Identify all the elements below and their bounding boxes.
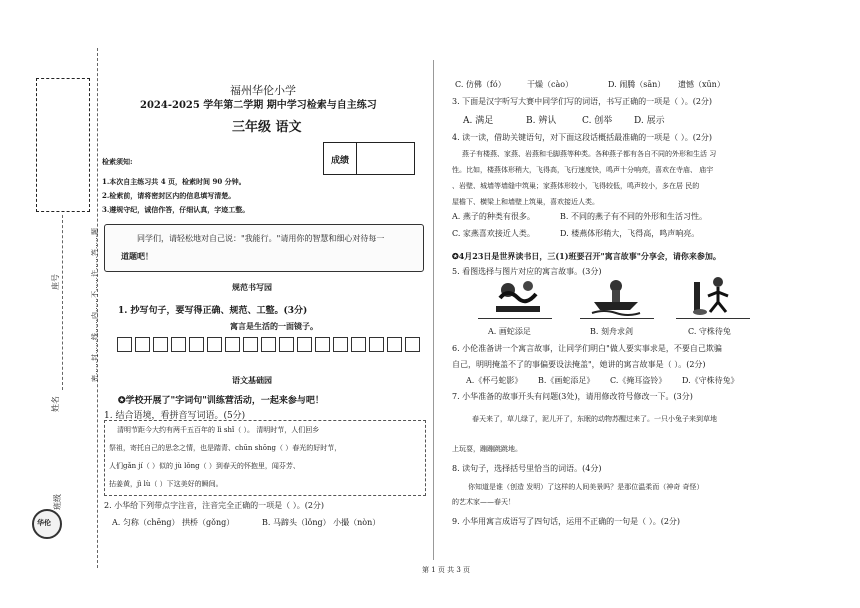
number-label: 座号 bbox=[51, 274, 60, 290]
score-box bbox=[323, 142, 415, 175]
passage-line-4: 拈姜黄，jì lù（ ）下这美好的瞬间。 bbox=[109, 480, 223, 488]
instructions-heading: 检索须知: bbox=[102, 157, 133, 166]
q6-option-c[interactable]: C.《掩耳盗铃》 bbox=[610, 376, 667, 385]
reading-day-note: ✪4月23日是世界读书日，三(1)班要召开"寓言故事"分享会，请你来参加。 bbox=[452, 251, 721, 261]
q5-answer-line-a bbox=[478, 318, 552, 319]
section1-title: 规范书写园 bbox=[232, 282, 272, 292]
encouragement-banner bbox=[104, 224, 424, 272]
stamp-text: 华伦 bbox=[37, 518, 51, 527]
section2-q2: 2. 小华给下列带点字注音，注音完全正确的一项是（ ）。(2分) bbox=[104, 501, 325, 510]
q3-option-c[interactable]: C. 创举 bbox=[582, 116, 613, 126]
q3-option-b[interactable]: B. 辨认 bbox=[526, 116, 557, 126]
q4-passage-3: 、岩壁、城墙等墙缝中筑巢；家燕体形较小，飞得较低，鸣声较小，多在居 民的 bbox=[452, 182, 700, 190]
q8: 8. 读句子，选择括号里恰当的词语。(4分) bbox=[452, 464, 602, 473]
pinyin-passage-box bbox=[104, 420, 426, 496]
q2-option-b[interactable]: B. 马蹄头（lǒng） 小撮（nòn） bbox=[262, 518, 381, 527]
instruction-2: 2.检索前，请将密封区内的信息填写清楚。 bbox=[102, 191, 236, 200]
q9: 9. 小华用寓言成语写了四句话，运用不正确的一句是（ ）。(2分) bbox=[452, 517, 681, 526]
score-label: 成绩 bbox=[331, 156, 350, 166]
top-option-d2: 遗憾（xūn） bbox=[678, 80, 725, 89]
q3: 3. 下面是汉字听写大赛中同学们写的词语，书写正确的一项是（ ）。(2分) bbox=[452, 97, 713, 106]
q4-option-d[interactable]: D. 楼燕体形稍大，飞得高，鸣声响亮。 bbox=[560, 229, 700, 238]
exam-title: 2024-2025 学年第二学期 期中学习检索与自主练习 bbox=[140, 100, 377, 111]
q6-option-b[interactable]: B.《画蛇添足》 bbox=[538, 376, 595, 385]
top-option-d1[interactable]: D. 闹腾（sān） bbox=[608, 80, 666, 89]
q3-option-a[interactable]: A. 满足 bbox=[463, 116, 494, 126]
passage-line-1: 清明节距今大约有两千五百年的 lì shǐ（ ）。 清明时节，人们回乡 bbox=[117, 426, 320, 434]
instruction-1: 1.本次自主练习共 4 页，检索时间 90 分钟。 bbox=[102, 177, 246, 186]
q4-option-a[interactable]: A. 燕子的种类有很多。 bbox=[452, 212, 535, 221]
q4: 4. 读一读，借助关键语句，对下面这段话概括最准确的一项是（ ）。(2分) bbox=[452, 133, 713, 142]
instruction-3: 3.遵规守纪，诚信作答，仔细认真，字迹工整。 bbox=[102, 205, 250, 214]
q8-line-1: 你知道是谁（创造 发明）了这样的人间美景吗？是那位温柔而（神奇 奇怪） bbox=[468, 483, 704, 491]
school-stamp bbox=[32, 509, 62, 539]
q8-line-2: 的艺术家——春天！ bbox=[452, 498, 515, 506]
grade-subject: 三年级 语文 bbox=[232, 120, 302, 135]
q6-line-2: 自己，明明掩盖不了的事偏要设法掩盖"，她讲的寓言故事是（ ）。(2分) bbox=[452, 360, 706, 369]
q4-option-b[interactable]: B. 不同的燕子有不同的外形和生活习性。 bbox=[560, 212, 707, 221]
fable-picture-rabbit bbox=[688, 274, 738, 316]
q5-option-b[interactable]: B. 刻舟求剑 bbox=[590, 327, 633, 336]
margin-info-box bbox=[36, 78, 90, 212]
seal-note: 密……封……线……内……不……许……答……题 bbox=[91, 228, 99, 382]
q4-passage-2: 性。比如，楼燕体形稍大，飞得高，飞行速度快，鸣声十分响亮，喜欢在寺庙、 庙宇 bbox=[452, 166, 714, 174]
class-label: 班级 bbox=[53, 494, 62, 510]
section2-title: 语文基础园 bbox=[232, 375, 272, 385]
q4-option-c[interactable]: C. 家燕喜欢接近人类。 bbox=[452, 229, 535, 238]
top-option-c1[interactable]: C. 仿佛（fó） bbox=[455, 80, 506, 89]
fable-picture-boat bbox=[590, 276, 642, 316]
q6-option-a[interactable]: A.《杯弓蛇影》 bbox=[466, 376, 523, 385]
q3-option-d[interactable]: D. 展示 bbox=[634, 116, 665, 126]
seal-line-left bbox=[62, 215, 63, 390]
q6-option-d[interactable]: D.《守株待兔》 bbox=[682, 376, 739, 385]
column-divider bbox=[433, 60, 434, 560]
q5: 5. 看图选择与图片对应的寓言故事。(3分) bbox=[452, 267, 602, 276]
encouragement-line2: 道题吧！ bbox=[121, 251, 153, 261]
q7-passage-2: 上玩耍，蹦蹦跳跳地。 bbox=[452, 445, 522, 453]
copy-sentence: 寓言是生活的一面镜子。 bbox=[230, 321, 318, 331]
q5-option-c[interactable]: C. 守株待兔 bbox=[688, 327, 731, 336]
passage-line-3: 人们gǎn jí（ ）似的 jù lǒng（ ）到春天的怀抱里，闻芬芳、 bbox=[109, 462, 300, 470]
encouragement-line1: 同学们，请轻松地对自己说："我能行。"请用你的智慧和细心对待每一 bbox=[137, 234, 385, 243]
passage-line-2: 祭祖，寄托自己的思念之情，也是踏青、chūn shōng（ ）春光的好时节， bbox=[109, 444, 342, 452]
writing-grid[interactable] bbox=[117, 335, 422, 355]
q5-answer-line-c bbox=[676, 318, 750, 319]
fable-picture-snake bbox=[492, 276, 544, 316]
q2-option-a[interactable]: A. 匀称（chēng） 拱桥（gǒng） bbox=[112, 518, 235, 527]
school-name: 福州华伦小学 bbox=[230, 84, 296, 97]
score-divider bbox=[356, 143, 357, 174]
q4-passage-1: 燕子有楼燕、家燕、岩燕和毛脚燕等种类。各种燕子都有各自不同的外形和生活 习 bbox=[462, 150, 717, 158]
q7: 7. 小华准备的故事开头有问题(3处)，请用修改符号修改一下。(3分) bbox=[452, 392, 693, 401]
q4-passage-4: 屋檐下、横梁上和墙壁上筑巢，喜欢接近人类。 bbox=[452, 198, 599, 206]
top-option-c2: 干燥（cào） bbox=[527, 80, 574, 89]
name-label: 姓名 bbox=[51, 396, 60, 412]
section1-q1: 1. 抄写句子，要写得正确、规范、工整。(3分) bbox=[118, 306, 308, 316]
q7-passage-1: 春天来了，草儿绿了，泥儿开了，东眠的动物苏醒过来了。一只小兔子来到草地 bbox=[472, 415, 717, 423]
q5-option-a[interactable]: A. 画蛇添足 bbox=[488, 327, 531, 336]
section2-intro: ✪学校开展了"字词句"训练营活动，一起来参与吧！ bbox=[118, 396, 324, 406]
section2-q1: 1. 结合语境，看拼音写词语。(5分) bbox=[104, 411, 246, 421]
q5-answer-line-b bbox=[580, 318, 654, 319]
q6-line-1: 6. 小伦准备讲一个寓言故事，让同学们明白"做人要实事求是，不要自己欺骗 bbox=[452, 344, 722, 353]
page-number: 第 1 页 共 3 页 bbox=[422, 566, 471, 574]
